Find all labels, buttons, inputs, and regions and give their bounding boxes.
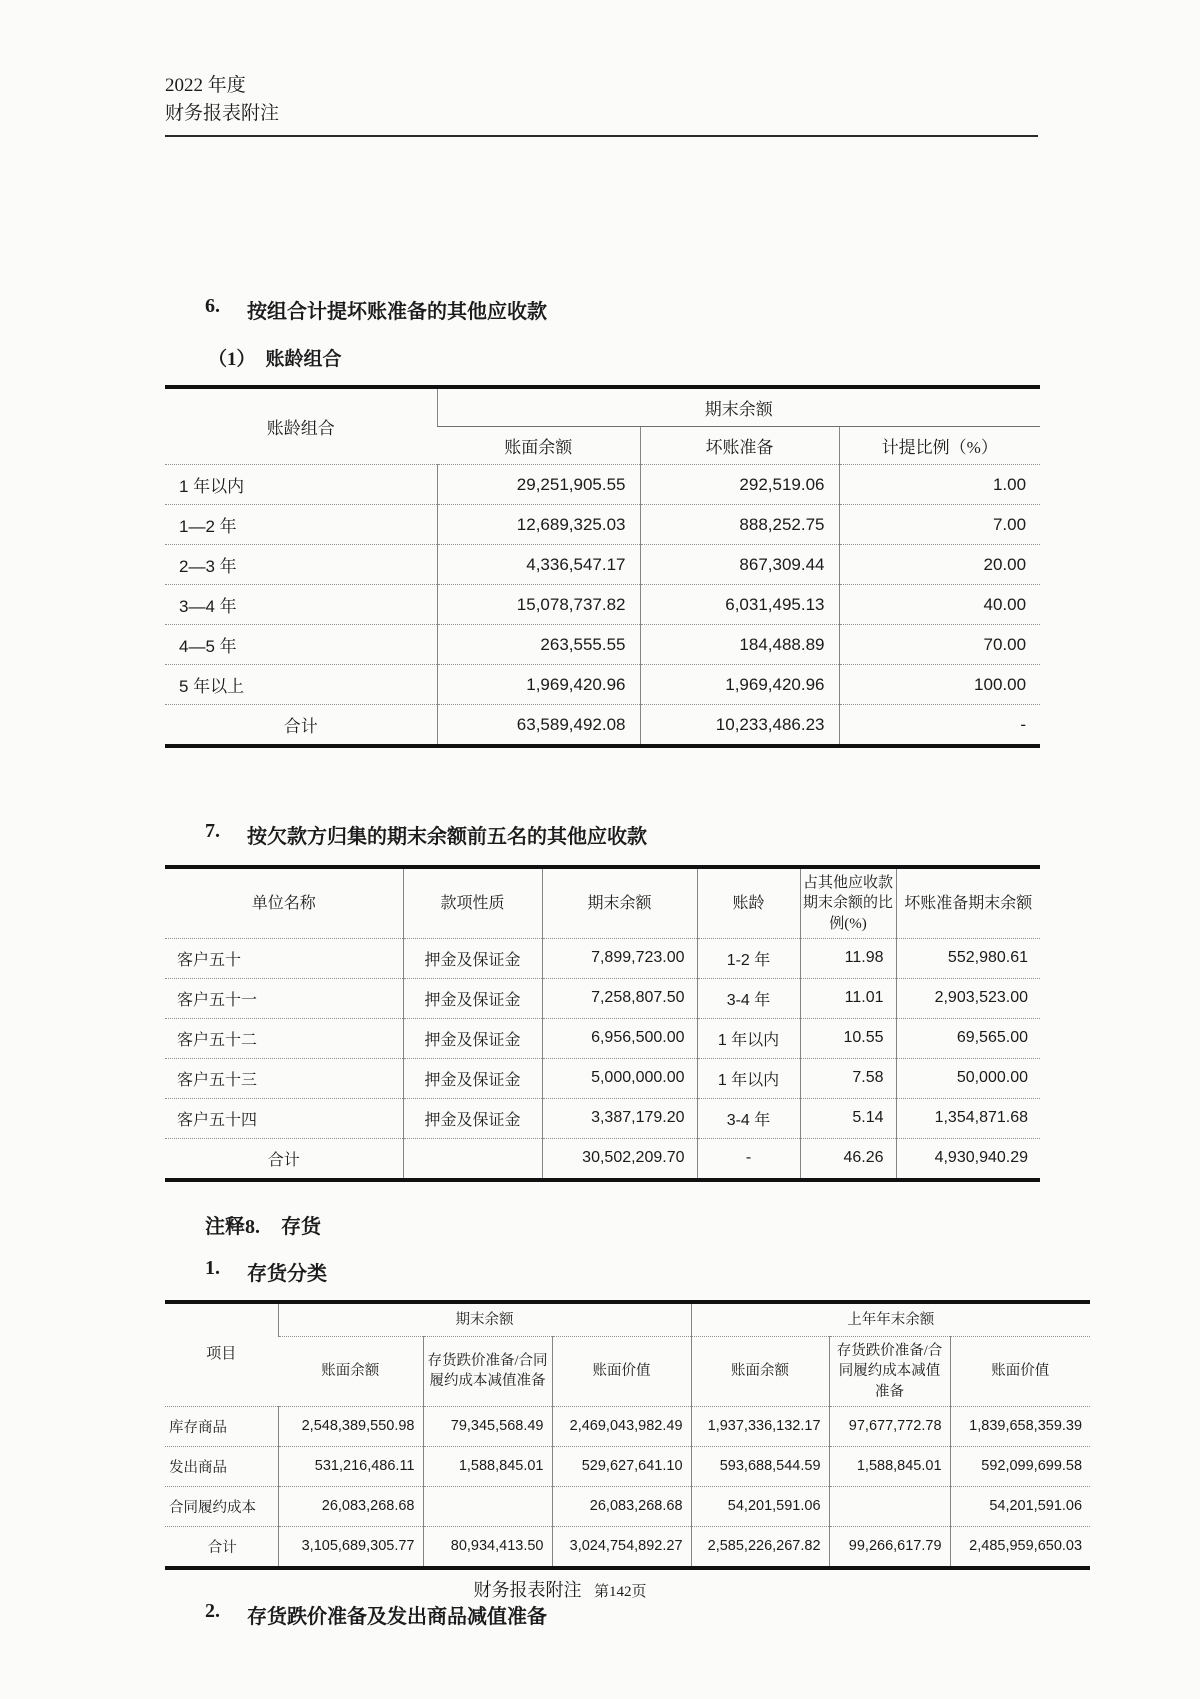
table-cell: 70.00	[839, 625, 1040, 665]
inventory-table-body	[165, 1406, 1090, 1568]
table-cell: 10.55	[800, 1018, 896, 1058]
table-cell: 押金及保证金	[403, 1098, 542, 1138]
table-cell: 3,387,179.20	[542, 1098, 697, 1138]
table-cell: 合计	[165, 1526, 278, 1568]
table-cell: 1,588,845.01	[423, 1446, 552, 1486]
column-header: 期末余额	[542, 867, 697, 938]
table-cell: 79,345,568.49	[423, 1406, 552, 1446]
table-row	[165, 585, 1040, 625]
table-cell: 15,078,737.82	[437, 585, 640, 625]
column-header: 款项性质	[403, 867, 542, 938]
table-cell: 54,201,591.06	[950, 1486, 1090, 1526]
table-row	[165, 1406, 1090, 1446]
table-cell: 1 年以内	[697, 1018, 800, 1058]
table-row	[165, 1058, 1040, 1098]
note-8-sub-2-heading	[205, 1600, 1200, 1629]
column-header: 账面价值	[552, 1337, 691, 1407]
table-cell: 合计	[165, 1138, 403, 1180]
table-cell	[829, 1486, 950, 1526]
inventory-table	[165, 1300, 1090, 1570]
section-7-number: 7.	[205, 820, 220, 842]
column-header: 账龄	[697, 867, 800, 938]
aging-table	[165, 385, 1040, 748]
table-total-row	[165, 1138, 1040, 1180]
table-cell: 4,336,547.17	[437, 545, 640, 585]
column-header: 存货跌价准备/合同履约成本减值准备	[829, 1337, 950, 1407]
section-6-number: 6.	[205, 295, 220, 317]
table-cell: 5 年以上	[165, 665, 437, 705]
table-cell: 客户五十	[165, 938, 403, 978]
table-cell: 7,258,807.50	[542, 978, 697, 1018]
table-cell: 3-4 年	[697, 1098, 800, 1138]
table-cell: 押金及保证金	[403, 938, 542, 978]
column-group-header: 期末余额	[278, 1302, 691, 1337]
note-8-sub-1-number: 1.	[205, 1256, 220, 1279]
table-cell: 26,083,268.68	[278, 1486, 423, 1526]
table-cell: 1,354,871.68	[896, 1098, 1040, 1138]
table-total-row	[165, 1526, 1090, 1568]
table-cell: 客户五十四	[165, 1098, 403, 1138]
table-cell: 1.00	[839, 465, 1040, 505]
note-8-sub-1-title: 存货分类	[247, 1262, 327, 1285]
table-cell: 2—3 年	[165, 545, 437, 585]
table-cell: 6,956,500.00	[542, 1018, 697, 1058]
table-cell: 69,565.00	[896, 1018, 1040, 1058]
table-cell: 2,903,523.00	[896, 978, 1040, 1018]
table-cell: 3,105,689,305.77	[278, 1526, 423, 1568]
top-five-table-header	[165, 867, 1040, 938]
inventory-table-header	[165, 1302, 1090, 1407]
table-cell: 5,000,000.00	[542, 1058, 697, 1098]
column-header: 坏账准备	[640, 427, 839, 465]
table-cell: 80,934,413.50	[423, 1526, 552, 1568]
table-cell: 867,309.44	[640, 545, 839, 585]
table-cell: 7.58	[800, 1058, 896, 1098]
page-content	[0, 130, 1200, 1629]
table-cell: 11.01	[800, 978, 896, 1018]
note-8-title: 存货	[281, 1215, 321, 1238]
table-cell: 1 年以内	[697, 1058, 800, 1098]
column-group-header: 上年年末余额	[691, 1302, 1090, 1337]
table-row	[165, 1446, 1090, 1486]
table-cell: 客户五十二	[165, 1018, 403, 1058]
section-6-sub-title: 账龄组合	[265, 349, 342, 370]
table-cell: 10,233,486.23	[640, 705, 839, 747]
column-header: 单位名称	[251, 894, 316, 912]
table-cell: 1,839,658,359.39	[950, 1406, 1090, 1446]
header-title: 财务报表附注	[165, 102, 280, 124]
top-five-table	[165, 865, 1040, 1182]
section-6-sub-number: （1）	[208, 349, 256, 370]
table-cell: 529,627,641.10	[552, 1446, 691, 1486]
table-cell: 4,930,940.29	[896, 1138, 1040, 1180]
table-row	[165, 625, 1040, 665]
column-header: 账龄组合	[266, 419, 335, 438]
table-cell: -	[697, 1138, 800, 1180]
column-header: 账面余额	[691, 1337, 829, 1407]
section-7-heading	[205, 820, 1200, 849]
table-cell: 2,585,226,267.82	[691, 1526, 829, 1568]
table-cell: 押金及保证金	[403, 1018, 542, 1058]
table-row	[165, 505, 1040, 545]
table-row	[165, 978, 1040, 1018]
column-header: 坏账准备期末余额	[896, 867, 1040, 938]
aging-table-header	[165, 387, 1040, 465]
table-cell: 1,937,336,132.17	[691, 1406, 829, 1446]
table-cell: 1,588,845.01	[829, 1446, 950, 1486]
section-6-heading	[205, 295, 1200, 324]
table-cell: 531,216,486.11	[278, 1446, 423, 1486]
column-header: 项目	[206, 1346, 237, 1363]
table-cell: 97,677,772.78	[829, 1406, 950, 1446]
aging-table-body	[165, 465, 1040, 747]
table-cell: 12,689,325.03	[437, 505, 640, 545]
table-cell: 2,548,389,550.98	[278, 1406, 423, 1446]
section-7-title: 按欠款方归集的期末余额前五名的其他应收款	[247, 826, 647, 848]
top-five-table-body	[165, 938, 1040, 1180]
table-cell: 7,899,723.00	[542, 938, 697, 978]
table-cell: 1-2 年	[697, 938, 800, 978]
table-cell: 4—5 年	[165, 625, 437, 665]
column-group-header: 期末余额	[437, 387, 1040, 427]
table-cell: 2,485,959,650.03	[950, 1526, 1090, 1568]
table-row	[165, 465, 1040, 505]
table-cell: 99,266,617.79	[829, 1526, 950, 1568]
table-cell: 63,589,492.08	[437, 705, 640, 747]
table-cell: 1—2 年	[165, 505, 437, 545]
table-cell: 3-4 年	[697, 978, 800, 1018]
column-header: 账面价值	[950, 1337, 1090, 1407]
table-cell: 1 年以内	[165, 465, 437, 505]
note-8-sub-2-title: 存货跌价准备及发出商品减值准备	[247, 1605, 547, 1628]
table-cell: 7.00	[839, 505, 1040, 545]
table-cell: 3—4 年	[165, 585, 437, 625]
table-cell: 184,488.89	[640, 625, 839, 665]
page-footer	[0, 1576, 1120, 1602]
table-total-row	[165, 705, 1040, 747]
table-cell: 1,969,420.96	[640, 665, 839, 705]
table-row	[165, 1486, 1090, 1526]
table-cell	[403, 1138, 542, 1180]
table-cell: 3,024,754,892.27	[552, 1526, 691, 1568]
column-header: 计提比例（%）	[839, 427, 1040, 465]
table-row	[165, 1018, 1040, 1058]
table-cell: 11.98	[800, 938, 896, 978]
table-cell	[423, 1486, 552, 1526]
footer-page-number: 第142页	[593, 1584, 647, 1600]
table-row	[165, 938, 1040, 978]
table-cell: 888,252.75	[640, 505, 839, 545]
table-cell: 54,201,591.06	[691, 1486, 829, 1526]
note-8-heading	[205, 1210, 1200, 1239]
header-year: 2022 年度	[165, 75, 246, 96]
column-header: 存货跌价准备/合同履约成本减值准备	[423, 1337, 552, 1407]
table-cell: 客户五十三	[165, 1058, 403, 1098]
page-header	[165, 72, 1038, 137]
table-cell: -	[839, 705, 1040, 747]
table-row	[165, 665, 1040, 705]
table-cell: 押金及保证金	[403, 1058, 542, 1098]
note-8-sub-2-number: 2.	[205, 1599, 220, 1622]
table-cell: 20.00	[839, 545, 1040, 585]
table-cell: 40.00	[839, 585, 1040, 625]
table-cell: 库存商品	[165, 1406, 278, 1446]
table-cell: 1,969,420.96	[437, 665, 640, 705]
note-8-number: 注释8.	[205, 1215, 260, 1238]
table-cell: 100.00	[839, 665, 1040, 705]
table-cell: 合同履约成本	[165, 1486, 278, 1526]
table-cell: 29,251,905.55	[437, 465, 640, 505]
column-header: 占其他应收款期末余额的比例(%)	[800, 867, 896, 938]
note-8-sub-1-heading	[205, 1257, 1200, 1286]
section-6-sub-heading	[208, 344, 1200, 371]
table-cell: 26,083,268.68	[552, 1486, 691, 1526]
table-cell: 593,688,544.59	[691, 1446, 829, 1486]
table-cell: 592,099,699.58	[950, 1446, 1090, 1486]
table-cell: 押金及保证金	[403, 978, 542, 1018]
table-cell: 50,000.00	[896, 1058, 1040, 1098]
table-cell: 46.26	[800, 1138, 896, 1180]
footer-title: 财务报表附注	[473, 1580, 582, 1600]
table-cell: 2,469,043,982.49	[552, 1406, 691, 1446]
table-cell: 5.14	[800, 1098, 896, 1138]
section-6-title: 按组合计提坏账准备的其他应收款	[247, 301, 547, 323]
table-cell: 6,031,495.13	[640, 585, 839, 625]
column-header: 账面余额	[504, 438, 573, 457]
column-header: 账面余额	[321, 1363, 380, 1380]
table-cell: 30,502,209.70	[542, 1138, 697, 1180]
table-cell: 292,519.06	[640, 465, 839, 505]
table-cell: 552,980.61	[896, 938, 1040, 978]
table-cell: 263,555.55	[437, 625, 640, 665]
table-row	[165, 1098, 1040, 1138]
table-row	[165, 545, 1040, 585]
table-cell: 发出商品	[165, 1446, 278, 1486]
table-cell: 客户五十一	[165, 978, 403, 1018]
table-cell: 合计	[165, 705, 437, 747]
